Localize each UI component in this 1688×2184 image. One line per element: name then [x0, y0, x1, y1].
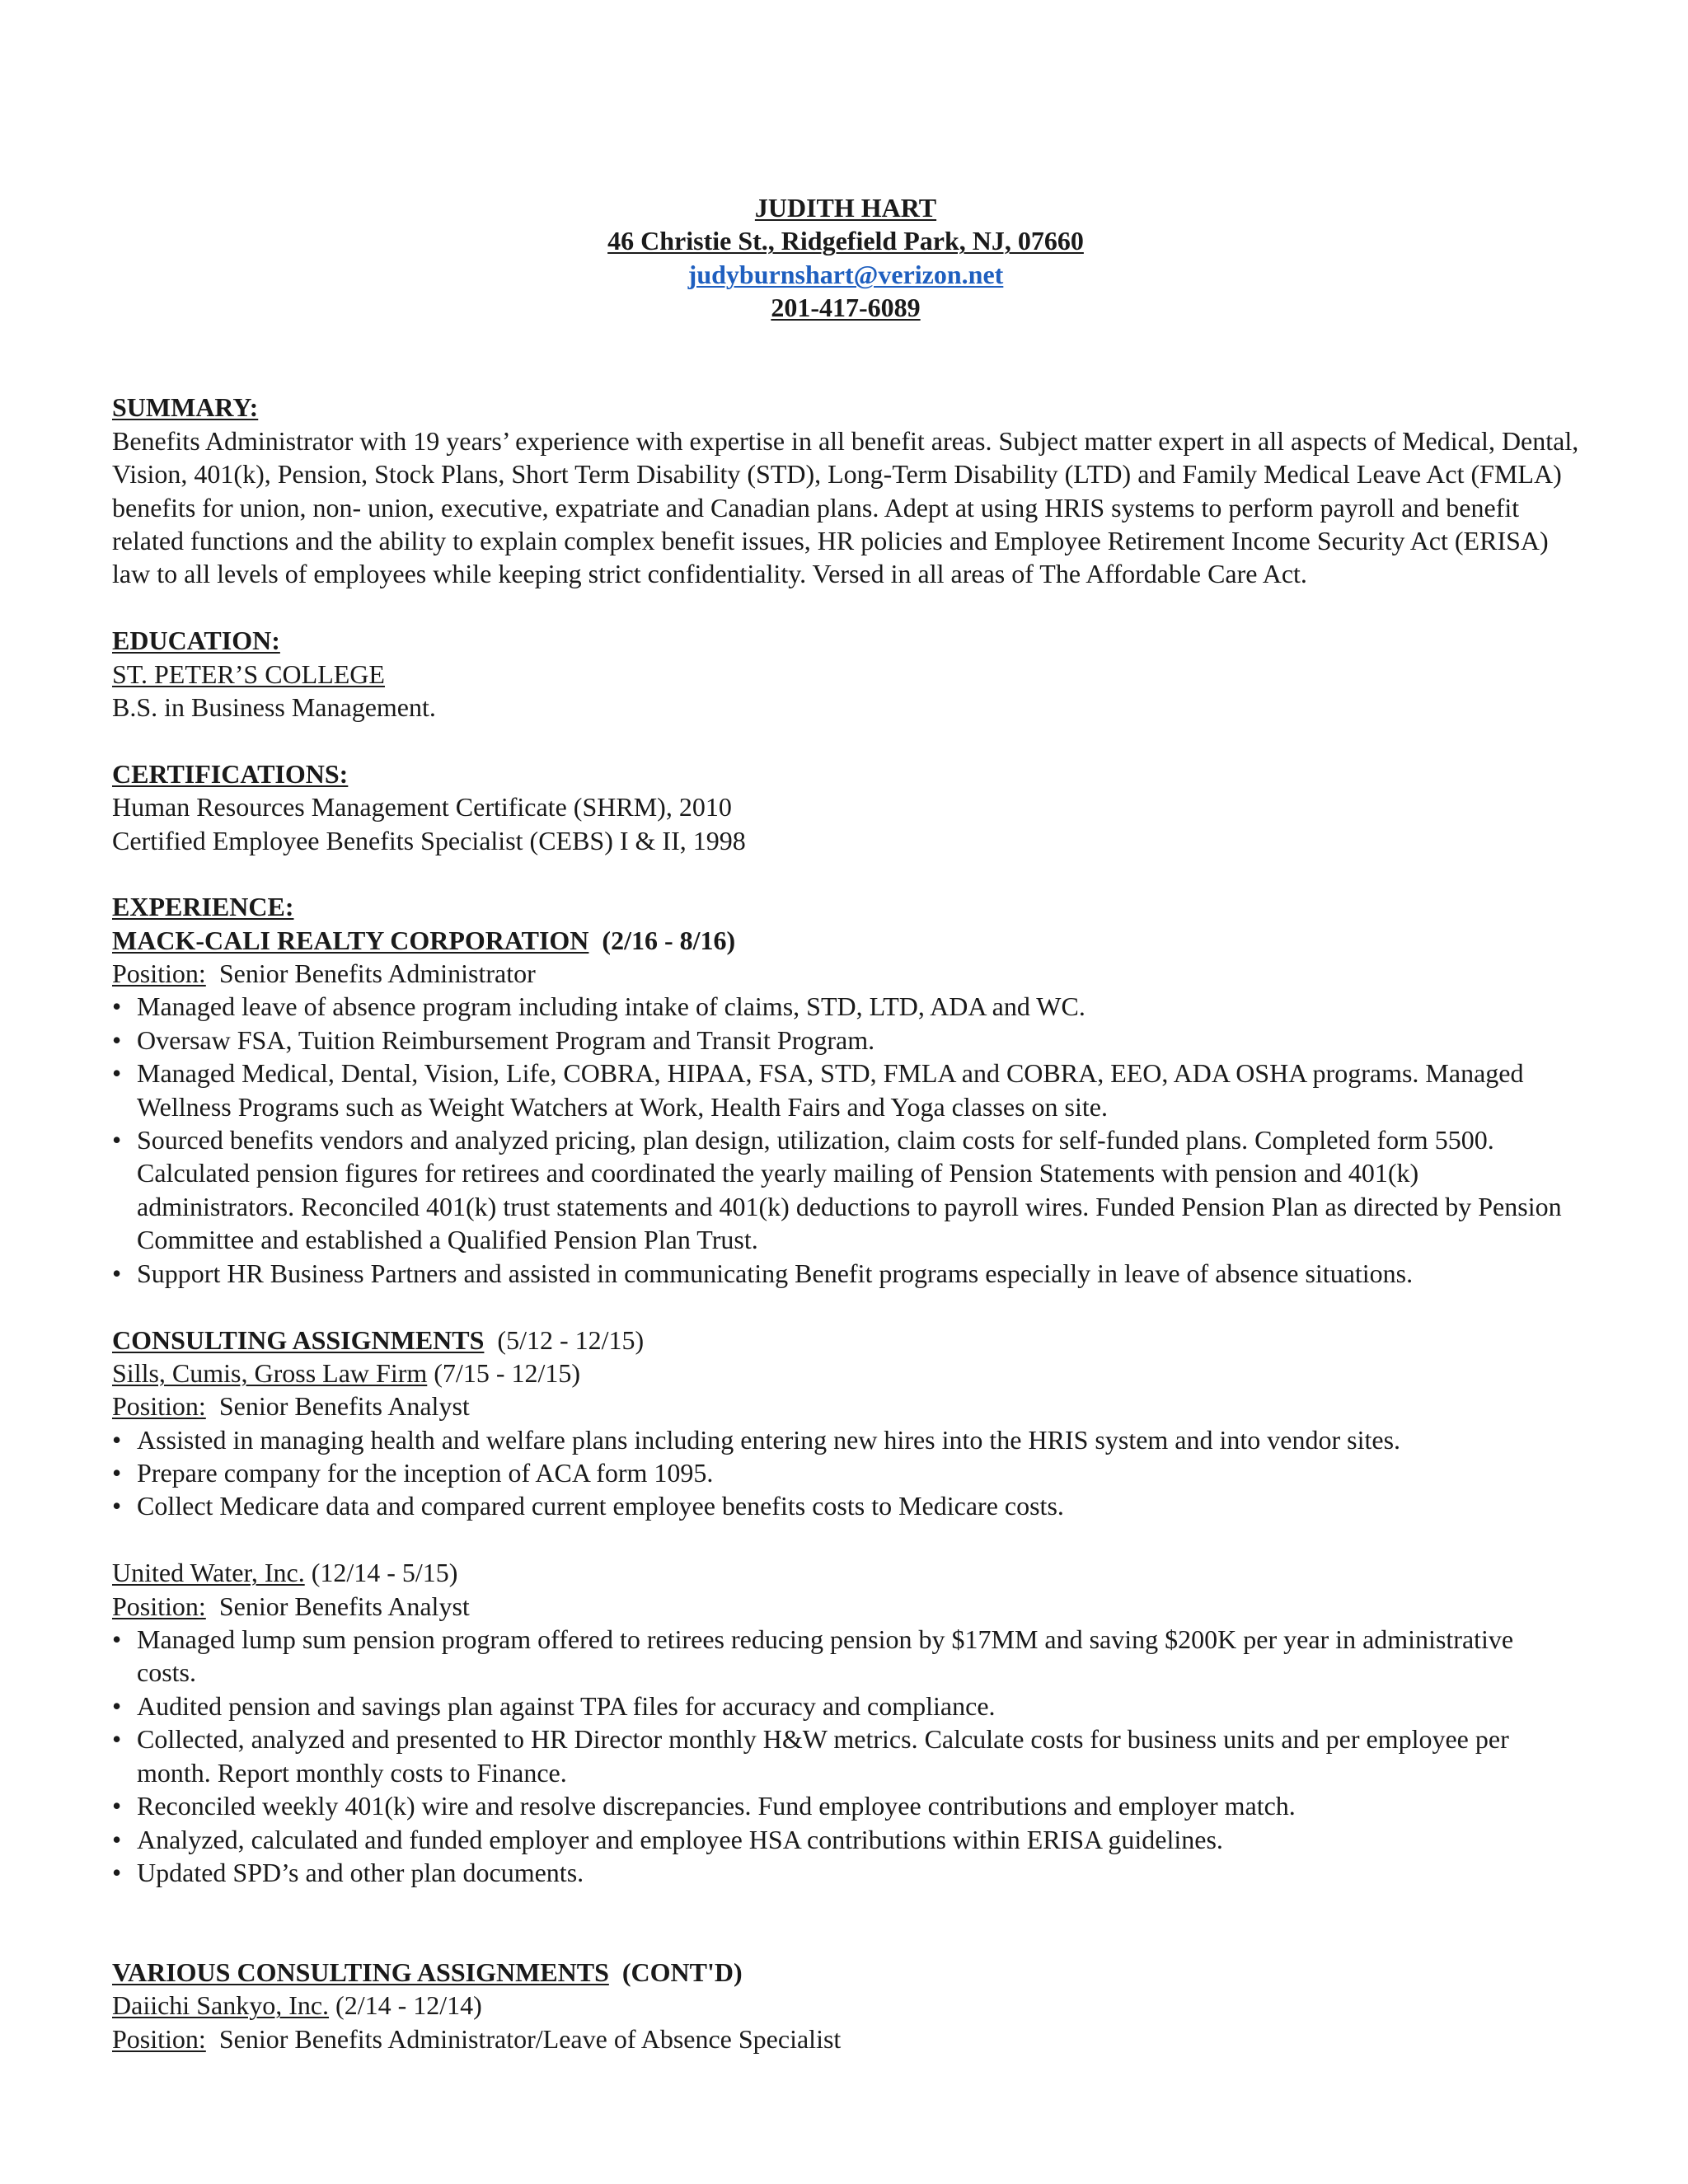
list-item: • Prepare company for the inception of ACA form 1095. [112, 1456, 1579, 1489]
united-bullets [112, 1623, 1579, 1889]
mackcali-dates: (2/16 - 8/16) [602, 925, 736, 955]
sills-position: Senior Benefits Analyst [218, 1391, 470, 1422]
list-item: • Managed Medical, Dental, Vision, Life, COBRA, HIPAA, FSA, STD, FMLA and COBRA, EEO, ADA OSHA programs. Managed Wellness Programs such as Weight Watchers at Work, Health Fairs and Yoga classes on site. [112, 1057, 1579, 1123]
education-section [112, 624, 1579, 724]
summary-section [112, 391, 1579, 590]
education-heading: EDUCATION: [112, 626, 280, 656]
mackcali-bullets [112, 990, 1579, 1290]
list-item: • Managed lump sum pension program offered to retirees reducing pension by $17MM and saving $200K per year in administrative costs. [112, 1623, 1579, 1690]
various-contd: (CONT'D) [621, 1957, 743, 1988]
united-dates: (12/14 - 5/15) [311, 1558, 458, 1588]
daiichi-dates: (2/14 - 12/14) [335, 1990, 482, 2021]
experience-section [112, 890, 1579, 2055]
certifications-section [112, 757, 1579, 857]
mackcali-position: Senior Benefits Administrator [218, 958, 536, 989]
list-item: • Reconciled weekly 401(k) wire and resolve discrepancies. Fund employee contributions and employer match. [112, 1789, 1579, 1822]
sills-bullets [112, 1423, 1579, 1523]
list-item: • Collected, analyzed and presented to HR Director monthly H&W metrics. Calculate costs for business units and per employee per month. Report monthly costs to Finance. [112, 1722, 1579, 1789]
list-item: • Managed leave of absence program including intake of claims, STD, LTD, ADA and WC. [112, 990, 1579, 1023]
daiichi-company: Daiichi Sankyo, Inc. [112, 1990, 330, 2021]
consulting-dates: (5/12 - 12/15) [497, 1324, 645, 1355]
certification-item: Certified Employee Benefits Specialist (CEBS) I & II, 1998 [112, 825, 746, 855]
list-item: • Support HR Business Partners and assisted in communicating Benefit programs especially in leave of absence situations. [112, 1257, 1579, 1290]
list-item: • Analyzed, calculated and funded employer and employee HSA contributions within ERISA guidelines. [112, 1823, 1579, 1856]
list-item: • Collect Medicare data and compared current employee benefits costs to Medicare costs. [112, 1489, 1579, 1522]
position-label: Position: [112, 958, 206, 989]
consulting-heading: CONSULTING ASSIGNMENTS [112, 1324, 485, 1355]
certification-item: Human Resources Management Certificate (SHRM), 2010 [112, 792, 732, 823]
mackcali-company: MACK-CALI REALTY CORPORATION [112, 925, 589, 955]
summary-text: Benefits Administrator with 19 years’ experience with expertise in all benefit areas. Subject matter expert in all aspects of Medical, Dental, Vision, 401(k), Pension, Stock Plans, Short Term Disability (STD), Long-Term Disability (LTD) and Family Medical Leave Act (FMLA) benefits for union, non- union, executive, expatriate and Canadian plans. Adept at using HRIS systems to perform payroll and benefit related functions and the ability to explain complex benefit issues, HR policies and Employee Retirement Income Security Act (ERISA) law to all levels of employees while keeping strict confidentiality. Versed in all areas of The Affordable Care Act. [112, 425, 1579, 589]
resume-document [112, 191, 1579, 2055]
education-school: ST. PETER’S COLLEGE [112, 658, 385, 689]
candidate-phone: 201-417-6089 [771, 293, 921, 323]
certifications-heading: CERTIFICATIONS: [112, 758, 349, 789]
summary-heading: SUMMARY: [112, 392, 259, 423]
list-item: • Updated SPD’s and other plan documents. [112, 1856, 1579, 1889]
position-label: Position: [112, 1391, 206, 1422]
list-item: • Audited pension and savings plan against TPA files for accuracy and compliance. [112, 1690, 1579, 1722]
candidate-email-link[interactable]: judyburnshart@verizon.net [687, 259, 1004, 289]
position-label: Position: [112, 2023, 206, 2054]
list-item: • Oversaw FSA, Tuition Reimbursement Program and Transit Program. [112, 1024, 1579, 1057]
list-item: • Sourced benefits vendors and analyzed pricing, plan design, utilization, claim costs for self-funded plans. Completed form 5500. Calculated pension figures for retirees and coordinated the yearly mailing of Pension Statements with pension and 401(k) administrators. Reconciled 401(k) trust statements and 401(k) deductions to payroll wires. Funded Pension Plan as directed by Pension Committee and established a Qualified Pension Plan Trust. [112, 1123, 1579, 1257]
daiichi-position: Senior Benefits Administrator/Leave of Absence Specialist [218, 2023, 842, 2054]
candidate-name: JUDITH HART [754, 193, 937, 223]
sills-dates: (7/15 - 12/15) [434, 1357, 581, 1388]
list-item: • Assisted in managing health and welfare plans including entering new hires into the HRIS system and into vendor sites. [112, 1423, 1579, 1456]
experience-heading: EXPERIENCE: [112, 892, 294, 922]
united-position: Senior Benefits Analyst [218, 1591, 470, 1621]
position-label: Position: [112, 1591, 206, 1621]
various-consulting-heading: VARIOUS CONSULTING ASSIGNMENTS [112, 1957, 609, 1988]
contact-header [112, 191, 1579, 325]
united-company: United Water, Inc. [112, 1558, 305, 1588]
education-degree: B.S. in Business Management. [112, 691, 436, 722]
candidate-address: 46 Christie St., Ridgefield Park, NJ, 07660 [607, 226, 1084, 256]
sills-company: Sills, Cumis, Gross Law Firm [112, 1357, 428, 1388]
